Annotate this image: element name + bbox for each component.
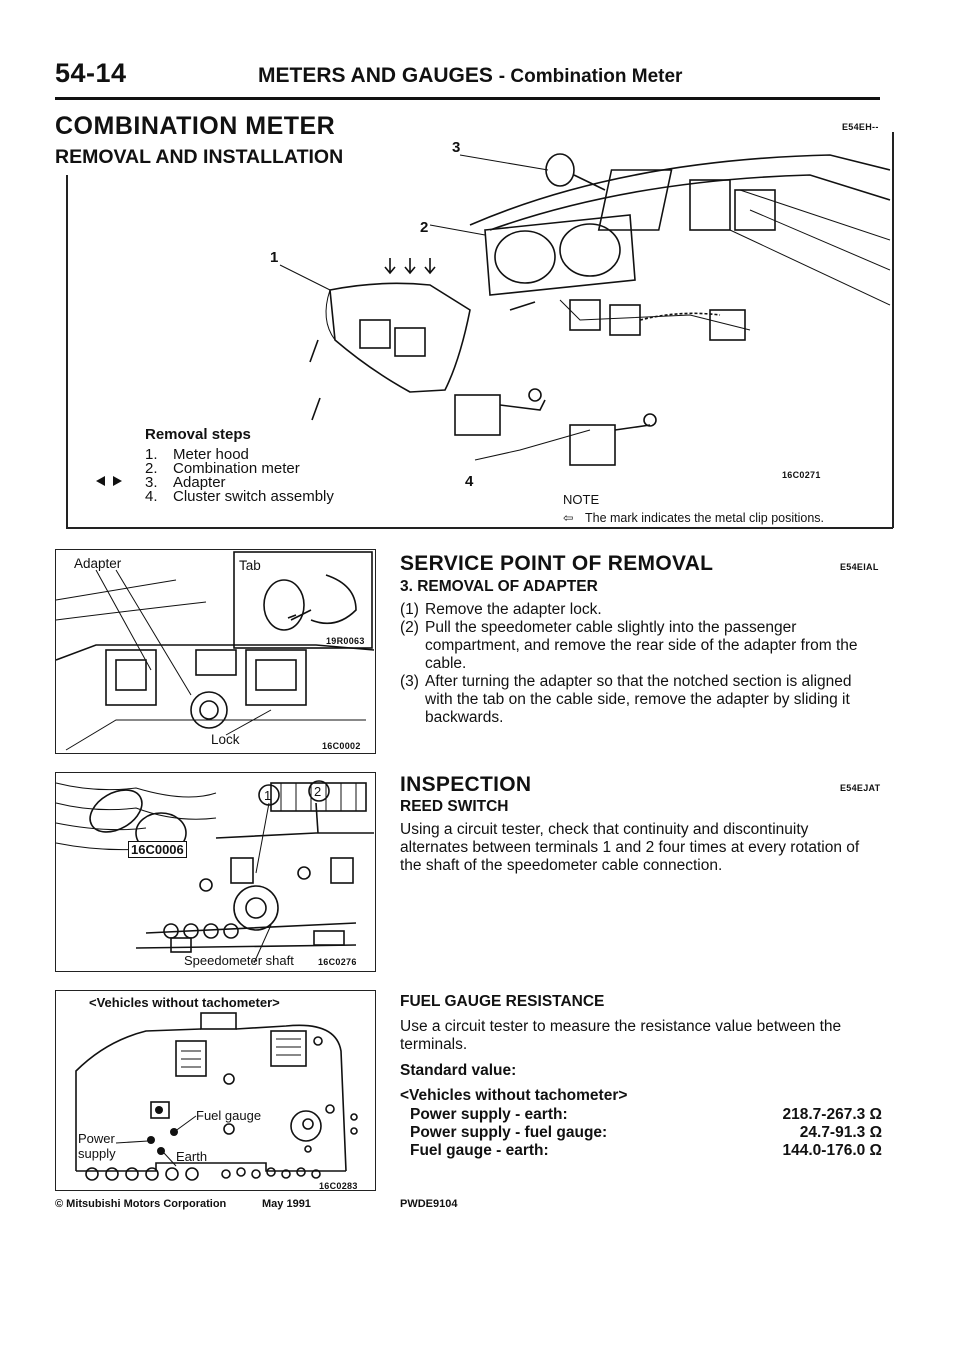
adapter-inset-code: 19R0063	[326, 636, 365, 646]
title-code: E54EH--	[842, 122, 879, 132]
adapter-code: 16C0002	[322, 741, 361, 751]
figure-frame-left	[66, 175, 68, 528]
note-line	[563, 510, 824, 525]
page-subtitle: REMOVAL AND INSTALLATION	[55, 146, 344, 168]
fuel-gauge-text: Use a circuit tester to measure the resistance value between the terminals.	[400, 1018, 842, 1053]
label-power: Power	[78, 1131, 115, 1146]
label-tab: Tab	[239, 558, 261, 573]
page-number: 54-14	[55, 58, 127, 88]
adapter-figure	[55, 549, 376, 754]
figure-frame-bottom	[66, 527, 893, 529]
fuel-condition: <Vehicles without tachometer>	[400, 1087, 628, 1104]
fuel-gauge-figure	[55, 990, 376, 1191]
resistance-table	[410, 1106, 882, 1160]
callout-1: 1	[270, 249, 279, 266]
label-adapter: Adapter	[74, 556, 122, 571]
callout-1: 1	[264, 788, 272, 803]
inspection-text: Using a circuit tester, check that continuity and discontinuity alternates between terminals 1 and 2 four times at every rotation of the shaft of the speedometer cable connection.	[400, 821, 860, 874]
footer-doc-code: PWDE9104	[400, 1198, 458, 1210]
removal-step: 3. Adapter	[145, 474, 226, 491]
fuel-gauge-title: FUEL GAUGE RESISTANCE	[400, 993, 605, 1010]
removal-step: 4. Cluster switch assembly	[145, 488, 334, 505]
header-rule	[55, 97, 880, 100]
section-title-sub: - Combination Meter	[498, 66, 683, 87]
service-point-title: SERVICE POINT OF REMOVAL	[400, 552, 714, 575]
label-supply: supply	[78, 1146, 116, 1161]
label-earth: Earth	[176, 1149, 208, 1164]
service-step: (2) Pull the speedometer cable slightly into the passenger compartment, and remove the rear side of the adapter from the cable.	[400, 619, 858, 672]
service-point-mark-icon	[96, 476, 122, 486]
inspection-code: E54EJAT	[840, 783, 881, 793]
footer-copyright: © Mitsubishi Motors Corporation	[55, 1198, 227, 1210]
page-title: COMBINATION METER	[55, 112, 336, 140]
resistance-row: Fuel gauge - earth: 144.0-176.0 Ω	[410, 1142, 882, 1159]
callout-4: 4	[465, 473, 474, 490]
label-fuel-gauge: Fuel gauge	[196, 1108, 262, 1123]
metal-clip-arrow-icon: ⇦	[563, 511, 574, 525]
standard-value-label: Standard value:	[400, 1062, 517, 1079]
service-point-code: E54EIAL	[840, 562, 879, 572]
footer-date: May 1991	[262, 1198, 311, 1210]
fuel-code: 16C0283	[319, 1181, 358, 1191]
note-text: The mark indicates the metal clip positions.	[585, 511, 824, 525]
figure-frame-right	[892, 132, 894, 528]
figure1-code: 16C0271	[782, 470, 821, 480]
inspection-title: INSPECTION	[400, 773, 532, 796]
removal-step: 1. Meter hood	[145, 446, 249, 463]
inspection-subtitle: REED SWITCH	[400, 798, 509, 815]
reed-switch-figure	[55, 772, 376, 972]
callout-2: 2	[420, 219, 429, 236]
reed-code: 16C0276	[318, 957, 357, 967]
fuel-figure-title: <Vehicles without tachometer>	[89, 995, 280, 1010]
callout-3: 3	[452, 139, 461, 156]
resistance-row: Power supply - fuel gauge: 24.7-91.3 Ω	[410, 1124, 882, 1141]
resistance-row: Power supply - earth: 218.7-267.3 Ω	[410, 1106, 882, 1123]
service-point-subtitle: 3. REMOVAL OF ADAPTER	[400, 578, 598, 595]
callout-2: 2	[314, 784, 322, 799]
reed-inset-code: 16C0006	[128, 841, 187, 858]
combination-meter-illustration	[270, 130, 890, 490]
removal-steps-list	[145, 448, 334, 504]
service-step: (1) Remove the adapter lock.	[400, 601, 602, 618]
removal-step: 2. Combination meter	[145, 460, 300, 477]
section-title-main: METERS AND GAUGES	[258, 64, 493, 87]
service-step: (3) After turning the adapter so that the notched section is aligned with the tab on the cable side, remove the adapter by sliding it backwards.	[400, 673, 852, 726]
section-title	[258, 64, 682, 88]
label-speedometer-shaft: Speedometer shaft	[184, 953, 294, 968]
service-point-list	[400, 601, 880, 727]
removal-steps-title: Removal steps	[145, 426, 251, 443]
note-title: NOTE	[563, 492, 600, 507]
label-lock: Lock	[211, 732, 240, 747]
